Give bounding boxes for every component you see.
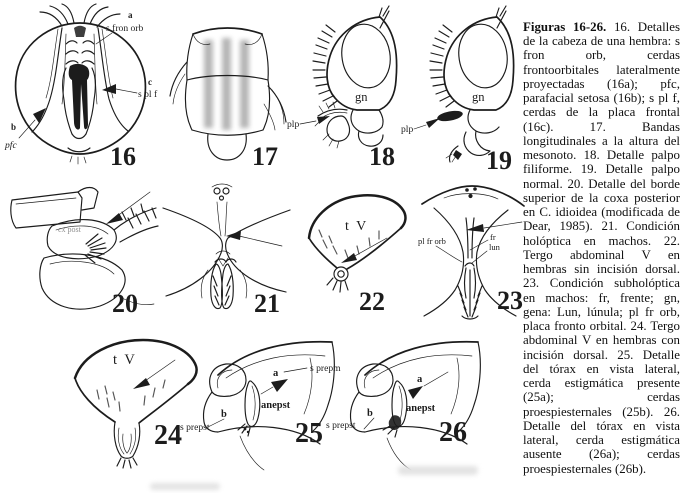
figure-23-drawing [418, 178, 528, 320]
figure-20 [2, 178, 160, 316]
figure-16-number: 16 [110, 142, 136, 171]
proepisternum [383, 381, 407, 437]
arrow-eye-contact [226, 231, 241, 240]
figure-22-number: 22 [359, 287, 385, 316]
figure-23 [418, 178, 528, 320]
figure-22 [295, 182, 420, 317]
label-fr: fr [490, 232, 496, 242]
leader-arrow [239, 236, 282, 246]
figure-21 [160, 178, 295, 318]
label-cx-post: cx post [58, 225, 81, 234]
scan-smudge [398, 466, 478, 475]
figure-18-drawing [285, 4, 410, 172]
leader-s-prepst [208, 419, 224, 427]
arrow-plp [317, 116, 330, 124]
vertex-band [422, 186, 524, 206]
figure-22-drawing [295, 182, 420, 317]
leader-s-prepm [284, 368, 307, 372]
leader-plp [414, 125, 426, 129]
figure-20-number: 20 [112, 289, 138, 318]
femur-bristles [114, 204, 158, 242]
proepisternum [238, 381, 260, 436]
arrow-coxa [106, 213, 123, 224]
figure-26 [320, 330, 505, 470]
figure-19-drawing [400, 4, 522, 176]
label-pfc: pfc [5, 140, 17, 151]
arrow-tergite [341, 253, 357, 263]
label-s-prepst: s prepst [180, 422, 210, 433]
mouthparts [68, 148, 90, 164]
caption-lead: Figuras 16-26. [523, 19, 607, 34]
figure-24-number: 24 [154, 420, 182, 451]
label-s-pl-f: s pl f [138, 89, 158, 100]
label-26b: b [367, 408, 373, 419]
label-s-prepst: s prepst [326, 420, 356, 431]
label-anepst: anepst [261, 400, 291, 411]
figure-26-number: 26 [439, 417, 467, 448]
label-s-prepm: s prepm [310, 363, 341, 374]
arrow-anepisternum [408, 386, 423, 399]
mesonotum-bands [204, 38, 249, 130]
eye-margins [163, 208, 290, 296]
leader-plp [300, 121, 316, 124]
arrow-plp [426, 118, 440, 128]
palp-normal [436, 109, 463, 123]
label-t-v: t V [113, 352, 137, 368]
hatch-marks [97, 380, 165, 411]
figure-17-drawing [160, 4, 295, 170]
tergite-outline [309, 195, 405, 292]
figure-18-number: 18 [369, 142, 395, 171]
figure-19-number: 19 [486, 146, 512, 175]
label-25a: a [273, 368, 279, 379]
arrow-s-pl-f [102, 84, 116, 94]
label-16a: a [128, 10, 133, 20]
arrow-frons [466, 224, 484, 232]
ovipositor-incision [114, 422, 140, 468]
figure-18 [285, 4, 410, 172]
label-16b: b [11, 122, 17, 132]
figure-21-number: 21 [254, 289, 280, 318]
antennae [201, 259, 247, 309]
figure-23-number: 23 [497, 286, 523, 315]
figure-20-drawing [2, 178, 160, 316]
leader-arrow [484, 222, 522, 228]
label-lun: lun [489, 242, 500, 252]
figure-19 [400, 4, 522, 176]
label-26a: a [417, 374, 423, 385]
figure-17 [160, 4, 295, 170]
label-plp: plp [401, 124, 414, 135]
scan-smudge [150, 483, 220, 490]
antennae [63, 64, 96, 139]
arrow-stigmatic-seta [271, 379, 288, 392]
label-25b: b [221, 409, 227, 420]
label-t-v: t V [345, 219, 369, 234]
label-16c: c [148, 77, 152, 87]
arrow-tail [261, 387, 273, 394]
label-s-fron-orb: s fron orb [106, 23, 144, 34]
figure-26-drawing [320, 330, 505, 470]
figure-25-number: 25 [295, 418, 323, 449]
caption-body: 16. Detalles de la cabeza de una hembra: s fron orb, cerdas frontoorbitales lateralmente proyectadas (16a); pfc, parafacial setosa (16b); s pl f, cerdas de la placa frontal (16c). 17. Bandas longitudinales a la altura del mesonoto. 18. Detalle palpo filiforme. 19. Detalle palpo normal. 20. Detalle del borde superior de la coxa posterior en C. idioidea (modificada de Dear, 1985). 21. Condición holóptica en machos. 22. Tergo abdominal V en hembras sin incisión dorsal. 23. Condición subholóptica en machos: fr, frente; gn, gena: Lun, lúnula; pl fr orb, placa fronto orbital. 24. Tergo abdominal V en hembras con incisión dorsal. 25. Detalle del tórax en vista lateral, cerda estigmática presente (25a); cerdas proespiesternales (25b). 26. Detalle del tórax en vista lateral, cerda estigmática ausente (26a); cerdas proespiesternales (26b). [523, 19, 680, 476]
leader-s-prepst [364, 418, 374, 429]
caption [523, 20, 680, 476]
leader-a [424, 372, 448, 386]
leader-pl-fr-orb [436, 246, 462, 262]
label-gn: gn [472, 90, 485, 104]
leader-s-pl-f [116, 89, 137, 93]
label-gn: gn [355, 90, 368, 104]
figure-16 [2, 4, 160, 170]
figure-21-drawing [160, 178, 295, 318]
label-pl-fr-orb: pl fr orb [418, 236, 446, 246]
label-plp: plp [287, 119, 300, 130]
ocellar-triangle [212, 184, 232, 200]
figure-16-drawing [2, 4, 160, 170]
frons-strip [462, 218, 478, 319]
figure-17-number: 17 [252, 142, 278, 171]
label-anepst: anepst [406, 403, 436, 414]
leader-lun [472, 251, 487, 263]
